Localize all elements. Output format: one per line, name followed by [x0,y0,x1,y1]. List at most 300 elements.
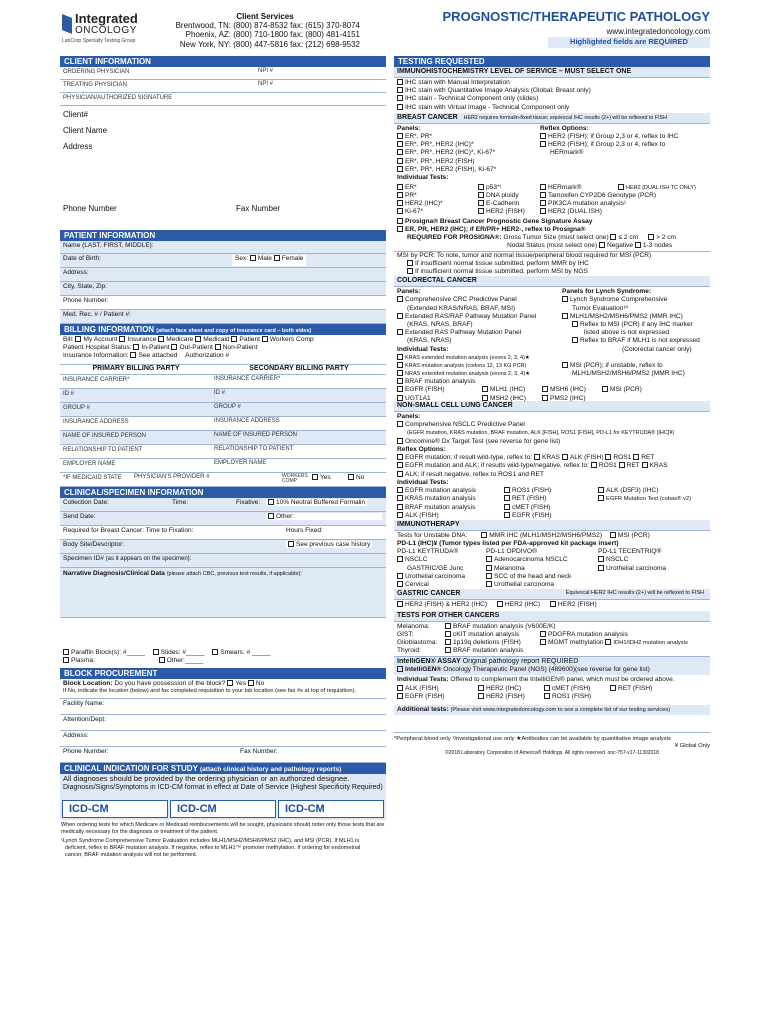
male-label: Male [257,255,272,262]
breast-ind-checkbox[interactable] [478,208,484,214]
collection-row[interactable] [60,498,386,512]
npi-label: NPI # [258,81,274,87]
nsclc-ind-checkbox[interactable] [598,487,604,493]
breast-panel-checkbox[interactable] [397,149,403,155]
breast-reflex-checkbox[interactable] [540,133,546,139]
crc-ind-checkbox[interactable] [397,362,403,368]
bill-option-checkbox[interactable] [119,336,125,342]
prosigna-block [394,218,710,251]
reflex-target-checkbox[interactable] [534,454,540,460]
msi-note: MSI by PCR: To note, tumor and normal tissue/peripheral blood required for MSI (PCR) [397,251,652,259]
icd-code-field[interactable]: ICD-CM [278,800,384,818]
nsclc-reflex-checkbox[interactable] [397,454,403,460]
billing-title: BILLING INFORMATION [64,325,155,334]
no-label: No [255,680,265,687]
dob-row[interactable] [60,254,386,268]
crc-ind-checkbox[interactable] [397,354,403,360]
ihc-option [397,95,707,103]
breast-ind-checkbox[interactable] [540,200,546,206]
breast-ind-option [478,208,540,216]
intelligen-ind-checkbox[interactable] [610,685,616,691]
prosigna-reflex-checkbox[interactable] [397,226,403,232]
size-checkbox[interactable] [610,234,616,240]
billing-field-row[interactable] [60,431,386,445]
crc-ind-checkbox[interactable] [397,370,403,376]
breast-ind-checkbox[interactable] [397,200,403,206]
plasma-checkbox[interactable] [63,657,69,663]
breast-ind-checkbox[interactable] [540,184,546,190]
crc-ind-checkbox[interactable] [542,386,548,392]
formalin-checkbox[interactable] [268,499,274,505]
reflex-target-checkbox[interactable] [605,454,611,460]
billing-field-label: ID # [214,390,226,396]
breast-reflex-option [540,141,710,149]
block-location-label: Block Location: [63,680,113,687]
billing-field-label: GROUP # [214,404,241,410]
block-yes-checkbox[interactable] [227,680,233,686]
msi-checkbox[interactable] [407,260,413,266]
crc-ind-checkbox[interactable] [602,386,608,392]
prosigna-reflex-option [397,226,707,234]
crc-panel-checkbox[interactable] [397,296,403,302]
bill-option-checkbox[interactable] [231,336,237,342]
status-option-label: Non-Patient [222,344,258,352]
intelligen-ind-checkbox[interactable] [544,693,550,699]
crc-ind-checkbox[interactable] [397,378,403,384]
nsclc-ind-checkbox[interactable] [397,512,403,518]
block-header: BLOCK PROCUREMENT [60,668,386,679]
intelligen-ind-option [397,693,445,701]
yes-label: Yes [320,474,331,481]
slides-checkbox[interactable] [153,649,159,655]
breast-ind-label: PIK3CA mutation analysis¹ [548,200,627,208]
intelligen-checkbox[interactable] [397,666,403,672]
crc-ind-checkbox[interactable] [397,386,403,392]
other-cancer-checkbox[interactable] [445,639,451,645]
breast-ind-option [540,192,660,200]
nsclc-ind-checkbox[interactable] [504,504,510,510]
male-checkbox[interactable] [250,255,256,261]
glio-label: Glioblastoma: [397,638,438,646]
workers-comp-label: WORKERS COMP [282,473,308,484]
nsclc-ind-option [397,512,507,520]
lynch-option [562,337,710,345]
breast-ind-label: ER* [405,183,417,191]
unstable-checkbox[interactable] [481,532,487,538]
crc-panel-label: Extended RAS Pathway Mutation Panel [405,329,522,337]
client-number-label: Client# [63,110,88,119]
intelligen-assay [397,658,707,666]
block-phone-row[interactable] [60,747,386,763]
reflex-target-checkbox[interactable] [619,462,625,468]
msi-option [397,268,707,276]
pdl1-option-label: SCC of the head and neck [494,572,572,580]
reflex-target-checkbox[interactable] [633,454,639,460]
primary-party-label: PRIMARY BILLING PARTY [92,365,180,372]
status-checkbox[interactable] [215,344,221,350]
breast-ind-label: HER2 (DUAL ISH) [548,208,602,216]
pdl1-option [486,565,596,573]
breast-panel-label: ER*, PR*, HER2 (FISH), Ki-67* [405,165,497,173]
pdl1-checkbox[interactable] [397,556,403,562]
breast-ind-label: E-Cadherin [486,200,520,208]
gastric-option-label: HER2 (FISH) & HER2 (IHC) [405,601,488,609]
crc-ind-checkbox[interactable] [397,395,403,401]
pdl1-checkbox[interactable] [397,573,403,579]
gist-row [397,631,707,639]
ihc-checkbox[interactable] [397,87,403,93]
pdl1-checkbox[interactable] [397,581,403,587]
nsclc-ind-checkbox[interactable] [598,495,604,501]
bill-option-checkbox[interactable] [262,336,268,342]
breast-ind-checkbox[interactable] [478,192,484,198]
unstable-option-label: MSI (PCR) [617,532,650,540]
narrative-blank[interactable] [60,618,386,648]
secondary-party-label: SECONDARY BILLING PARTY [249,365,349,372]
msi-option [397,260,707,268]
gross-row [397,234,707,242]
nsclc-panel-detail: (EGFR mutation, KRAS mutation, BRAF mutation, ALK [FISH], ROS1 [FISH], PD-L1 for KEYTRUDA® [IHC]¥) [407,429,675,436]
paraffin-label: Paraffin Block(s): #_____ [71,649,145,656]
other-cancer-option: MGMT methylation [548,638,604,646]
billing-field-label: GROUP # [63,405,90,411]
billing-field-label: INSURANCE CARRIER* [214,376,281,382]
breast-ind-option [397,192,477,200]
breast-ind-option [397,208,477,216]
intelligen-ind-checkbox[interactable] [478,693,484,699]
breast-ind-label: HER2 (DUAL ISH TC ONLY) [626,184,696,191]
patient-address-label: Address: [63,269,89,276]
block-no-checkbox[interactable] [248,680,254,686]
nsclc-ind-label: EGFR mutation analysis [405,487,477,495]
gastric-header [394,589,710,600]
other-cancer-checkbox[interactable] [605,639,611,645]
pdl1-checkbox[interactable] [598,565,604,571]
nsclc-ind-checkbox[interactable] [397,495,403,501]
billing-field-label: NAME OF INSURED PERSON [214,432,298,438]
website[interactable]: www.integratedoncology.com [606,27,710,36]
breast-panel-checkbox[interactable] [397,158,403,164]
fixation-row[interactable] [60,526,386,540]
gastric-checkbox[interactable] [397,601,403,607]
prosigna-reflex-label: ER, PR, HER2 (IHC); if ER/PR+ HER2-, reflex to Prosigna® [405,226,586,234]
breast-ind-checkbox[interactable] [397,184,403,190]
pdl1-checkbox[interactable] [598,556,604,562]
breast-panels [394,124,710,184]
nsclc-ind-checkbox[interactable] [504,512,510,518]
other-cancer-option: BRAF mutation analysis [453,647,524,655]
billing-party-headers [60,365,386,375]
see-attached-checkbox[interactable] [130,352,136,358]
additional-blank[interactable] [394,715,710,733]
reflex-target-label: RET [641,454,655,462]
bill-option-label: Patient [239,336,260,343]
gastric-checkbox[interactable] [497,601,503,607]
icd-code-field[interactable]: ICD-CM [170,800,276,818]
specimen-type-row [63,649,383,657]
intelligen-ind-checkbox[interactable] [397,685,403,691]
workers-yes-checkbox[interactable] [312,474,318,480]
crc-ind-option [397,395,707,403]
other-checkbox[interactable] [268,513,274,519]
intelligen-col [397,685,445,701]
billing-field-row[interactable] [60,403,386,417]
nsclc-ind-label: EGFR Mutation Test (cobas® v2) [606,496,692,503]
lynch-detail: (Colorectal cancer only) [622,345,692,353]
block-phone-label: Phone Number: [63,748,109,755]
breast-reflex-option [540,133,710,141]
lynch-checkbox[interactable] [562,313,568,319]
lynch-option [562,296,710,304]
nsclc-ind-label: EGFR (FISH) [512,511,552,519]
block-address-field[interactable] [60,731,386,747]
breast-ind-checkbox[interactable] [618,184,624,190]
footer-note: cancer, BRAF mutation analysis will not be performed. [65,852,198,858]
patient-name-field[interactable] [60,241,386,254]
unstable-checkbox[interactable] [610,532,616,538]
facility-field[interactable] [60,699,386,715]
billing-options [60,335,386,365]
send-label: Send Date: [63,513,96,520]
medrec-field[interactable] [60,310,386,324]
other-cancer-checkbox[interactable] [540,639,546,645]
intelligen-ind-label: HER2 (FISH) [486,693,525,701]
billing-field-label: RELATIONSHIP TO PATIENT [214,446,294,452]
nsclc-ind-checkbox[interactable] [504,495,510,501]
intelligen-ind-label: HER2 (IHC) [486,684,522,692]
specimen-label: Specimen ID# [63,555,104,562]
reflex-target-checkbox[interactable] [642,462,648,468]
billing-field-label: ID # [63,391,75,397]
bill-option-checkbox[interactable] [195,336,201,342]
intelligen-ind-option [544,693,591,701]
nsclc-reflex-checkbox[interactable] [397,462,403,468]
formalin-label: 10% Neutral Buffered Formalin [276,499,366,506]
nsclc-panel-checkbox[interactable] [397,421,403,427]
nsclc-ind-label: ROS1 (FISH) [512,487,552,495]
prosigna-checkbox[interactable] [397,218,403,224]
other-cancer-checkbox[interactable] [540,631,546,637]
nsclc-ind-checkbox[interactable] [504,487,510,493]
pdl1-option-label: GASTRIC/GE Junc [407,564,464,572]
breast-panel-checkbox[interactable] [397,166,403,172]
left-footer [60,820,386,861]
nsclc-panel-checkbox[interactable] [397,438,403,444]
additional-tests[interactable] [394,705,710,715]
billing-header [60,324,386,335]
breast-ind-option [540,208,660,216]
nsclc-reflex-checkbox[interactable] [397,471,403,477]
pdl1-checkbox[interactable] [486,573,492,579]
nsclc-ind-label: ALK (FISH) [405,511,439,519]
ihc-checkbox[interactable] [397,79,403,85]
ihc-checkbox[interactable] [397,95,403,101]
nsclc-ind-checkbox[interactable] [397,487,403,493]
intelligen-ind-label: ROS1 (FISH) [552,693,592,701]
lynch-checkbox[interactable] [562,296,568,302]
indication-note: (attach clinical history and pathology reports) [200,766,342,773]
breast-ind-label: p53*¹ [486,183,502,191]
billing-field-row[interactable] [60,445,386,459]
breast-panel-label: ER*, PR*, HER2 (FISH) [405,157,475,165]
narrative-field[interactable] [60,568,386,618]
billing-field-label: RELATIONSHIP TO PATIENT [63,447,143,453]
breast-ind-label: HER2 (FISH) [486,208,525,216]
crc-ind-label: MSH6 (IHC) [550,386,586,394]
crc-ind-checkbox[interactable] [542,395,548,401]
breast-panel-checkbox[interactable] [397,133,403,139]
nsclc-ind-label: BRAF mutation analysis [405,503,476,511]
nsclc-ind-checkbox[interactable] [397,504,403,510]
breast-ind-option [478,184,540,192]
billing-field-row[interactable] [60,375,386,389]
footer-note: When ordering tests for which Medicare or Medicaid reimbursements will be sought, physicians should order only those tests that are medically necessary for the diagnosis or treatment of the patient. [61,822,385,835]
unstable-row [397,532,707,540]
crc-ind-label: KRAS mutation analysis (codons 12, 13 KG PCR) [405,362,527,369]
breast-ind-checkbox[interactable] [397,208,403,214]
nsclc-reflex-option [397,471,707,479]
send-row[interactable] [60,512,386,526]
services-line: Phoenix, AZ: (800) 710-1800 fax: (800) 481-4151 [185,30,360,40]
gastric-checkbox[interactable] [550,601,556,607]
specimen-note: (as it appears on the specimen): [105,556,192,562]
icd-code-field[interactable]: ICD-CM [62,800,168,818]
intelligen-ind-label: ALK (FISH) [405,684,439,692]
colorectal-section [394,287,710,401]
other-cancer-checkbox[interactable] [445,647,451,653]
lynch-checkbox[interactable] [572,337,578,343]
page-title: PROGNOSTIC/THERAPEUTIC PATHOLOGY [442,9,710,24]
breast-ind-checkbox[interactable] [478,200,484,206]
crc-ind-label: EGFR (FISH) [405,386,445,394]
ihc-options [394,78,710,113]
city-field[interactable] [60,282,386,296]
female-checkbox[interactable] [274,255,280,261]
specimen-row[interactable] [60,554,386,568]
crc-panel-checkbox[interactable] [397,313,403,319]
sex-label: Sex: [235,255,249,262]
pdl1-checkbox[interactable] [486,556,492,562]
billing-field-row[interactable] [60,389,386,403]
patient-phone-label: Phone Number: [63,297,109,304]
site-row[interactable] [60,540,386,554]
lynch-checkbox[interactable] [572,321,578,327]
reflex-target-label: ALK (FISH) [569,454,604,462]
nsclc-reflex-label: ALK; if result negative, reflex to ROS1 and RET [405,470,544,478]
nodal-checkbox[interactable] [635,242,641,248]
other-cancer-checkbox[interactable] [445,623,451,629]
crc-ind-label: MSH2 (IHC) [490,394,526,402]
status-checkbox[interactable] [133,344,139,350]
paraffin-checkbox[interactable] [63,649,69,655]
signature-label: PHYSICIAN/AUTHORIZED SIGNATURE [63,95,173,101]
billing-field-label: INSURANCE CARRIER* [63,377,130,383]
indication-line: All diagnoses should be provided by the ordering physician or an authorized designee. [63,774,350,783]
size-checkbox[interactable] [648,234,654,240]
smears-checkbox[interactable] [212,649,218,655]
intelligen-ind-label: RET (FISH) [618,684,653,692]
other-specimen-checkbox[interactable] [159,657,165,663]
patient-phone-field[interactable] [60,296,386,310]
services-line: Brentwood, TN: (800) 874-8532 fax: (615) 370-8074 [175,21,360,31]
nodal-row [397,242,707,250]
status-checkbox[interactable] [171,344,177,350]
pdl1-option [397,581,487,589]
intelligen-ind-checkbox[interactable] [544,685,550,691]
crc-panel-checkbox[interactable] [397,329,403,335]
ihc-checkbox[interactable] [397,104,403,110]
address-field[interactable] [60,268,386,282]
attention-field[interactable] [60,715,386,731]
intelligen-ind-checkbox[interactable] [397,693,403,699]
bill-option-checkbox[interactable] [158,336,164,342]
pdl1-option [486,573,596,581]
other-label: Other: [276,513,295,520]
city-label: City, State, Zip: [63,283,107,290]
breast-ind-checkbox[interactable] [478,184,484,190]
breast-reflex-label: HERmark® [550,149,584,157]
status-row [63,344,383,352]
tecentriq-col [598,548,710,573]
nsclc-ind-label: KRAS mutation analysis [405,495,476,503]
breast-panel-label: ER*, PR*, HER2 (IHC)*, Ki-67* [405,149,496,157]
smears-label: Smears: # _____ [220,649,271,656]
breast-title: BREAST CANCER [397,113,458,121]
pdl1-option-label: Urothelial carcinoma [494,581,555,589]
other-cancer-option: 1p19q deletions (FISH) [453,638,521,646]
intelligen-ind-option [478,693,525,701]
icd-row [60,798,386,820]
glio-row [397,639,707,647]
nodal-checkbox[interactable] [599,242,605,248]
reflex-target-checkbox[interactable] [591,462,597,468]
sex-group [232,255,306,266]
crc-ind-checkbox[interactable] [482,386,488,392]
breast-reflex-checkbox[interactable] [540,141,546,147]
breast-ind-checkbox[interactable] [397,192,403,198]
workers-no-checkbox[interactable] [348,474,354,480]
pdl1-checkbox[interactable] [486,565,492,571]
other-cancers-header: TESTS FOR OTHER CANCERS [394,611,710,622]
breast-panel-checkbox[interactable] [397,141,403,147]
billing-field-row[interactable] [60,459,386,473]
billing-field-label: INSURANCE ADDRESS [63,419,129,425]
breast-ind-checkbox[interactable] [540,192,546,198]
breast-ind-checkbox[interactable] [540,208,546,214]
msi-checkbox[interactable] [407,268,413,274]
intelligen-ind-checkbox[interactable] [478,685,484,691]
pdl1-checkbox[interactable] [486,581,492,587]
lynch-option [562,313,710,321]
lynch-option [562,321,710,329]
panels-label: Panels: [397,288,421,296]
intelligen-panel-label: Oncology Therapeutic Panel (NGS) (489600)(see reverse for gene list) [443,665,650,673]
reflex-target-checkbox[interactable] [562,454,568,460]
other-cancer-checkbox[interactable] [445,631,451,637]
intelligen-assay-note: Original pathology report REQUIRED [462,657,579,665]
msi-pcr-checkbox[interactable] [562,362,568,368]
crc-ind-checkbox[interactable] [482,395,488,401]
crc-panel-detail: (Extended KRAS/NRAS, BRAF, MSI) [407,304,516,312]
billing-field-row[interactable] [60,417,386,431]
crc-ind-label: KRAS extended mutation analysis (exons 2, 3, 4)★ [405,354,530,361]
nodal-option-label: Negative [607,242,634,250]
signature-row[interactable] [60,93,386,106]
breast-ind-label: PR* [405,192,417,200]
see-prev-checkbox[interactable] [288,541,294,547]
bill-option-checkbox[interactable] [75,336,81,342]
lynch-option-label: Lynch Syndrome Comprehensive [570,296,668,304]
